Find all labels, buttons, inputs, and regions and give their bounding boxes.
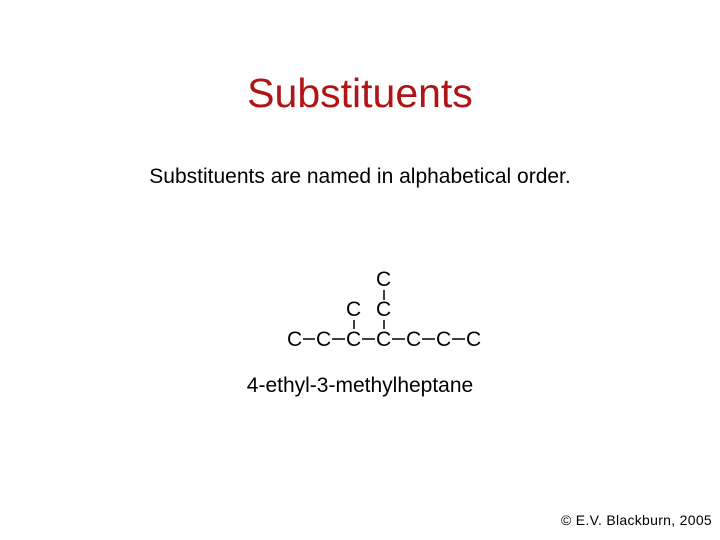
atom-chain-c7: C (466, 328, 482, 351)
slide-body-text: Substituents are named in alphabetical order. (149, 165, 571, 188)
atom-chain-c5: C (406, 328, 422, 351)
structural-formula-diagram (280, 255, 510, 360)
atom-chain-c3: C (346, 328, 362, 351)
atom-ethyl-c2: C (376, 268, 392, 291)
atom-chain-c6: C (436, 328, 452, 351)
structural-formula (280, 255, 510, 360)
slide-title: Substituents (247, 70, 473, 116)
copyright-notice: © E.V. Blackburn, 2005 (560, 512, 712, 528)
atom-ethyl-c1: C (376, 298, 392, 321)
atom-chain-c4: C (376, 328, 392, 351)
compound-name: 4-ethyl-3-methylheptane (246, 374, 474, 397)
atom-chain-c1: C (287, 328, 303, 351)
atom-methyl-c: C (346, 298, 362, 321)
atom-chain-c2: C (316, 328, 332, 351)
